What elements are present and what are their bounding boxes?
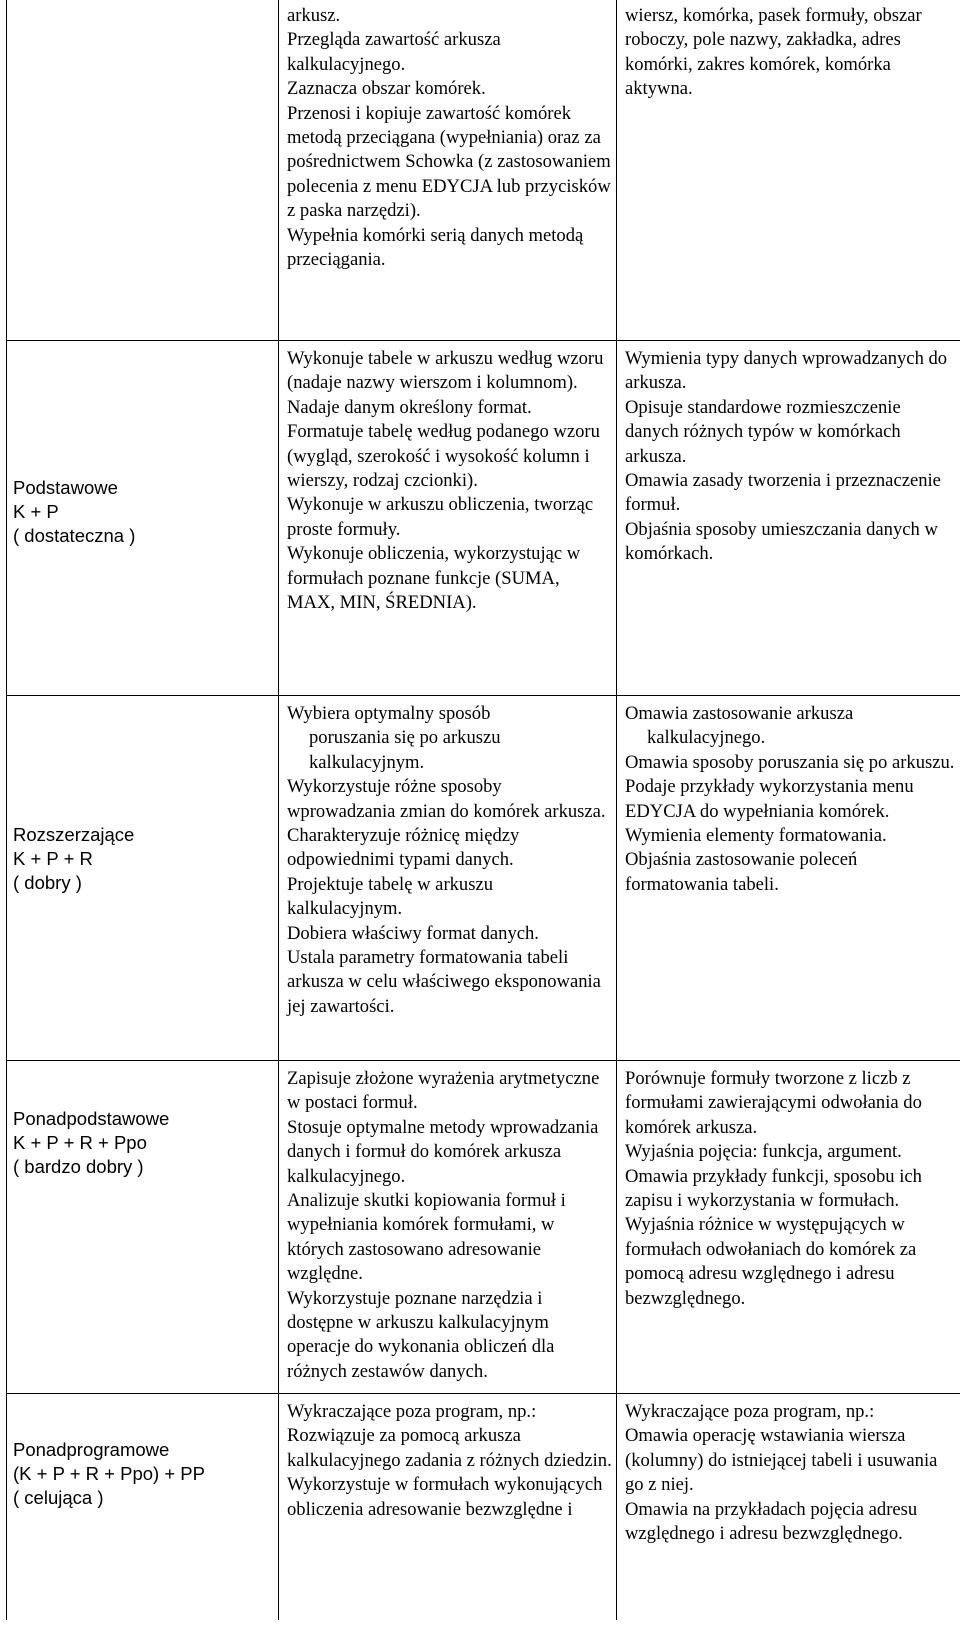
skills-cell: [279, 696, 617, 1061]
skill-item: Wybiera optymalny sposób: [287, 703, 491, 724]
skill-item-continuation: poruszania się po arkuszu kalkulacyjnym.: [309, 727, 501, 773]
knowledge-item: Objaśnia zastosowanie poleceń formatowania tabeli.: [625, 849, 858, 895]
document-page: [6, 0, 960, 1630]
knowledge-cell: [617, 341, 960, 696]
knowledge-item: Omawia zastosowanie arkusza: [625, 703, 854, 724]
level-cell: [7, 0, 279, 341]
skills-cell: [279, 341, 617, 696]
table-row: [7, 696, 960, 1061]
level-formula: K + P: [13, 501, 59, 522]
skill-item: Wykonuje w arkuszu obliczenia, tworząc proste formuły.: [287, 494, 594, 540]
skill-item: Rozwiązuje za pomocą arkusza kalkulacyjnego zadania z różnych dziedzin.: [287, 1425, 612, 1471]
knowledge-cell: [617, 0, 960, 341]
knowledge-item: Podaje przykłady wykorzystania menu EDYCJA do wypełniania komórek.: [625, 776, 914, 822]
skill-item: arkusz.: [287, 5, 341, 26]
knowledge-item: Opisuje standardowe rozmieszczenie danych różnych typów w komórkach arkusza.: [625, 396, 901, 467]
table-row: [7, 0, 960, 341]
knowledge-cell: [617, 696, 960, 1061]
skill-item: Analizuje skutki kopiowania formuł i wypełniania komórek formułami, w których zastosowano adresowanie względne.: [287, 1190, 566, 1285]
requirements-table: [6, 0, 960, 1620]
level-cell: [7, 1394, 279, 1621]
knowledge-item: Wymienia typy danych wprowadzanych do arkusza.: [625, 348, 948, 394]
level-grade: ( dobry ): [13, 872, 82, 893]
level-formula: K + P + R: [13, 848, 93, 869]
level-formula: (K + P + R + Ppo) + PP: [13, 1463, 205, 1484]
skill-item: Wypełnia komórki serią danych metodą przeciągania.: [287, 224, 584, 271]
skill-item: Projektuje tabelę w arkuszu kalkulacyjnym.: [287, 873, 494, 920]
knowledge-item: Omawia przykłady funkcji, sposobu ich zapisu i wykorzystania w formułach.: [625, 1165, 922, 1212]
table-row: [7, 341, 960, 696]
skill-item: Wykonuje tabele w arkuszu według wzoru (nadaje nazwy wierszom i kolumnom).: [287, 348, 604, 394]
level-grade: ( celująca ): [13, 1487, 104, 1508]
skill-item: Nadaje danym określony format.: [287, 396, 532, 418]
level-grade: ( dostateczna ): [13, 525, 136, 546]
knowledge-item: Porównuje formuły tworzone z liczb z formułami zawierającymi odwołania do komórek arkusza.: [625, 1068, 922, 1138]
level-cell: [7, 1061, 279, 1394]
level-name: Podstawowe: [13, 477, 118, 498]
skill-item: Stosuje optymalne metody wprowadzania danych i formuł do komórek arkusza kalkulacyjnego.: [287, 1116, 599, 1187]
knowledge-item: Omawia na przykładach pojęcia adresu względnego i adresu bezwzględnego.: [625, 1498, 918, 1545]
skills-cell: [279, 0, 617, 341]
knowledge-item: Omawia zasady tworzenia i przeznaczenie formuł.: [625, 470, 941, 516]
skill-item: Wykorzystuje w formułach wykonujących obliczenia adresowanie bezwzględne i: [287, 1474, 603, 1520]
table-row: [7, 1061, 960, 1394]
skill-item: Wykorzystuje różne sposoby wprowadzania zmian do komórek arkusza.: [287, 776, 606, 822]
skill-item: Zaznacza obszar komórek.: [287, 78, 486, 100]
knowledge-cell: [617, 1394, 960, 1621]
knowledge-item: Wyjaśnia różnice w występujących w formułach odwołaniach do komórek za pomocą adresu względnego i adresu bezwzględnego.: [625, 1214, 917, 1309]
skill-item: Przenosi i kopiuje zawartość komórek metodą przeciągana (wypełniania) oraz za pośrednictwem Schowka (z zastosowaniem polecenia z menu EDYCJA lub przycisków z paska narzędzi).: [287, 102, 611, 222]
level-name: Rozszerzające: [13, 824, 135, 845]
knowledge-item: Wykraczające poza program, np.:: [625, 1401, 875, 1422]
knowledge-item: wiersz, komórka, pasek formuły, obszar roboczy, pole nazwy, zakładka, adres komórki, zakres komórek, komórka aktywna.: [625, 5, 922, 100]
knowledge-item: Omawia operację wstawiania wiersza (kolumny) do istniejącej tabeli i usuwania go z niej.: [625, 1425, 938, 1496]
knowledge-item: Wyjaśnia pojęcia: funkcja, argument.: [625, 1141, 902, 1163]
level-grade: ( bardzo dobry ): [13, 1156, 144, 1177]
skill-item: Zapisuje złożone wyrażenia arytmetyczne w postaci formuł.: [287, 1068, 600, 1114]
level-cell: [7, 341, 279, 696]
knowledge-cell: [617, 1061, 960, 1394]
skill-item: Wykorzystuje poznane narzędzia i dostępne w arkuszu kalkulacyjnym operacje do wykonania obliczeń dla różnych zestawów danych.: [287, 1287, 555, 1382]
knowledge-item: Objaśnia sposoby umieszczania danych w komórkach.: [625, 518, 938, 565]
skill-item: Ustala parametry formatowania tabeli arkusza w celu właściwego eksponowania jej zawartości.: [287, 947, 601, 1017]
skill-item: Przegląda zawartość arkusza kalkulacyjnego.: [287, 29, 501, 75]
level-name: Ponadprogramowe: [13, 1439, 170, 1460]
skills-cell: [279, 1394, 617, 1621]
skill-item: Dobiera właściwy format danych.: [287, 922, 539, 944]
skill-item: Charakteryzuje różnicę między odpowiednimi typami danych.: [287, 825, 520, 871]
knowledge-item-continuation: kalkulacyjnego.: [647, 727, 766, 749]
knowledge-item: Omawia sposoby poruszania się po arkuszu.: [625, 751, 955, 773]
skill-item: Wykonuje obliczenia, wykorzystując w formułach poznane funkcje (SUMA, MAX, MIN, ŚREDNIA).: [287, 543, 581, 614]
level-formula: K + P + R + Ppo: [13, 1132, 147, 1153]
skill-item: Wykraczające poza program, np.:: [287, 1401, 537, 1422]
table-row: [7, 1394, 960, 1621]
level-cell: [7, 696, 279, 1061]
skill-item: Formatuje tabelę według podanego wzoru (wygląd, szerokość i wysokość kolumn i wierszy, rodzaj czcionki).: [287, 421, 600, 492]
skills-cell: [279, 1061, 617, 1394]
knowledge-item: Wymienia elementy formatowania.: [625, 825, 887, 847]
level-name: Ponadpodstawowe: [13, 1108, 170, 1129]
